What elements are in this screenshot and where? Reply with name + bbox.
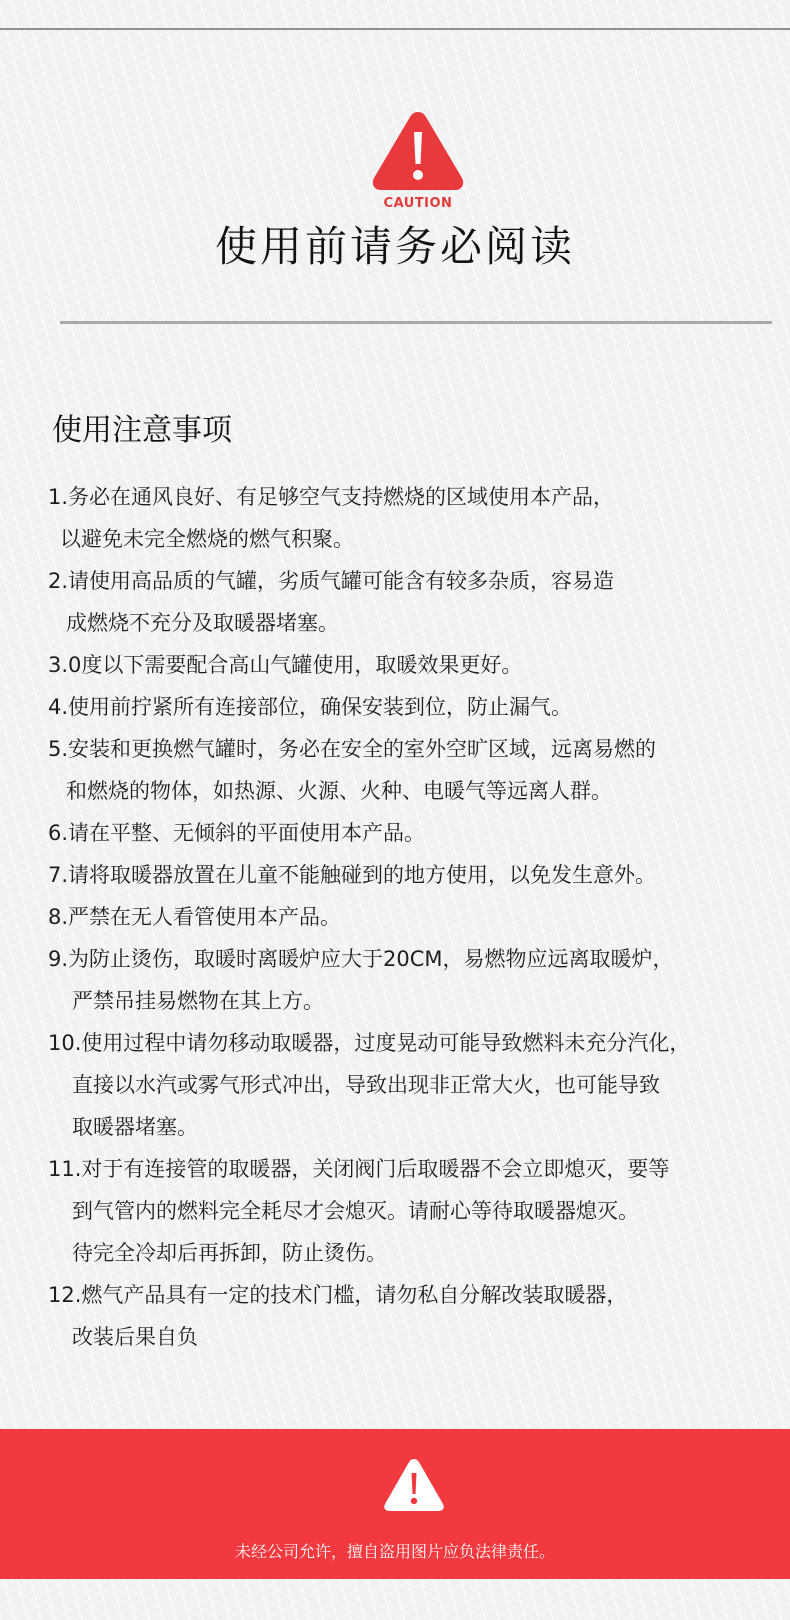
note-item (48, 728, 788, 812)
note-line: 待完全冷却后再拆卸，防止烫伤。 (72, 1241, 387, 1265)
note-item (48, 644, 788, 686)
note-item (48, 812, 788, 854)
note-item (48, 854, 788, 896)
note-item (48, 476, 788, 560)
note-line: 6.请在平整、无倾斜的平面使用本产品。 (48, 821, 426, 845)
note-line: 到气管内的燃料完全耗尽才会熄灭。请耐心等待取暖器熄灭。 (72, 1199, 639, 1223)
note-line: 成燃烧不充分及取暖器堵塞。 (66, 611, 339, 635)
note-item (48, 938, 788, 1022)
note-line: 1.务必在通风良好、有足够空气支持燃烧的区域使用本产品， (48, 485, 615, 509)
note-line: 4.使用前拧紧所有连接部位，确保安装到位，防止漏气。 (48, 695, 573, 719)
note-line: 改装后果自负 (72, 1325, 198, 1349)
copyright-notice: 未经公司允许，擅自盗用图片应负法律责任。 (234, 1542, 555, 1561)
section-heading: 使用注意事项 (52, 413, 232, 448)
note-line: 以避免未完全燃烧的燃气积聚。 (60, 527, 354, 551)
note-line: 严禁吊挂易燃物在其上方。 (72, 989, 324, 1013)
note-line: 直接以水汽或雾气形式冲出，导致出现非正常大火，也可能导致 (72, 1073, 660, 1097)
note-item (48, 560, 788, 644)
note-line: 5.安装和更换燃气罐时，务必在安全的室外空旷区域，远离易燃的 (48, 737, 657, 761)
note-item (48, 896, 788, 938)
copyright-footer (0, 1429, 790, 1579)
caution-badge (370, 108, 466, 218)
page-title: 使用前请务必阅读 (214, 222, 575, 271)
note-line: 11.对于有连接管的取暖器，关闭阀门后取暖器不会立即熄灭，要等 (48, 1157, 670, 1181)
warning-triangle-icon (370, 108, 466, 192)
note-item (48, 686, 788, 728)
note-line: 10.使用过程中请勿移动取暖器，过度晃动可能导致燃料未充分汽化， (48, 1031, 691, 1055)
note-item (48, 1274, 788, 1358)
note-line: 7.请将取暖器放置在儿童不能触碰到的地方使用，以免发生意外。 (48, 863, 657, 887)
note-line: 和燃烧的物体，如热源、火源、火种、电暖气等远离人群。 (66, 779, 612, 803)
note-item (48, 1022, 788, 1148)
note-line: 取暖器堵塞。 (72, 1115, 198, 1139)
warning-triangle-icon (383, 1457, 445, 1513)
note-line: 12.燃气产品具有一定的技术门槛，请勿私自分解改装取暖器， (48, 1283, 628, 1307)
note-line: 8.严禁在无人看管使用本产品。 (48, 905, 342, 929)
note-line: 3.0度以下需要配合高山气罐使用，取暖效果更好。 (48, 653, 523, 677)
caution-label: CAUTION (383, 196, 453, 211)
top-divider (0, 28, 790, 30)
note-line: 9.为防止烫伤，取暖时离暖炉应大于20CM，易燃物应远离取暖炉， (48, 947, 674, 971)
note-line: 2.请使用高品质的气罐，劣质气罐可能含有较多杂质，容易造 (48, 569, 615, 593)
title-divider (60, 321, 772, 324)
note-item (48, 1148, 788, 1274)
usage-notes-list (48, 476, 788, 1358)
